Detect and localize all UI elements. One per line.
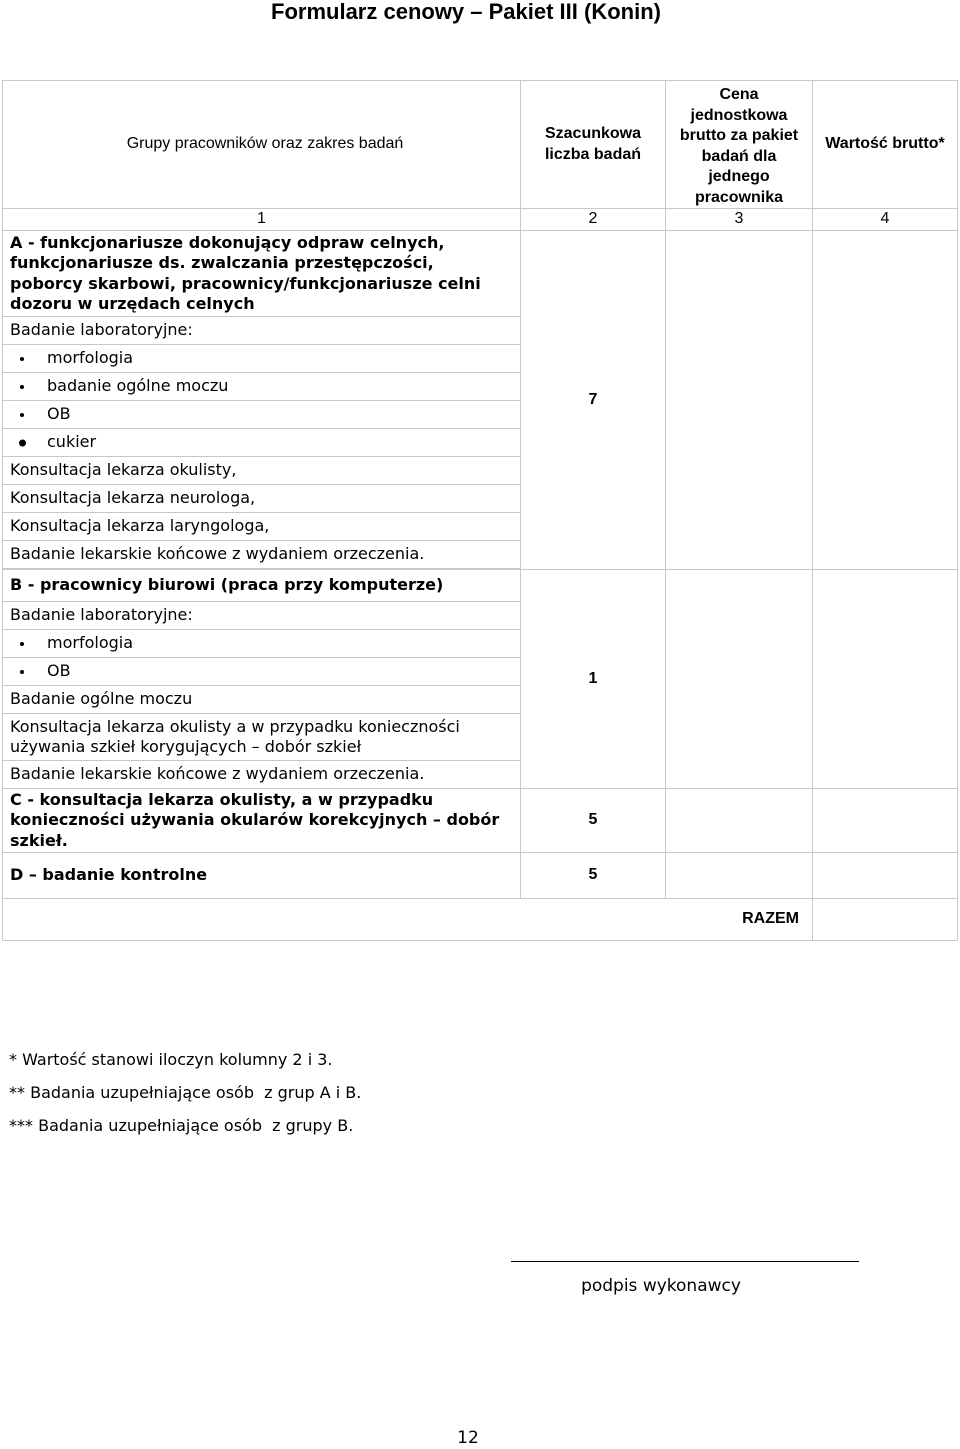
group-d-title: D – badanie kontrolne [3,853,521,899]
group-b-item-ophthalmologist: Konsultacja lekarza okulisty a w przypadku konieczności używania szkieł korygujących – dobór szkieł [3,714,521,761]
group-a-value-cell[interactable] [813,231,958,570]
group-a-bullet-sugar: cukier [47,432,97,452]
group-a-lab-label: Badanie laboratoryjne: [3,317,521,345]
bullet-icon [20,357,24,361]
header-groups: Grupy pracowników oraz zakres badań [3,81,521,209]
group-d-row [3,853,958,899]
group-b-item-urine: Badanie ogólne moczu [3,686,521,714]
group-b-title-row [3,570,958,602]
header-quantity: Szacunkowa liczba badań [521,81,666,209]
group-c-title: C - konsultacja lekarza okulisty, a w przypadku konieczności używania okularów korekcyjnych – dobór szkieł. [3,789,521,853]
header-value: Wartość brutto* [813,81,958,209]
total-row [3,899,958,941]
price-form-table [2,80,958,941]
group-c-row [3,789,958,853]
group-c-price-cell[interactable] [666,789,813,853]
group-a-quantity: 7 [521,231,666,570]
group-a-bullet-morfologia: morfologia [47,348,134,368]
group-d-quantity: 5 [521,853,666,899]
group-a-price-cell[interactable] [666,231,813,570]
signature-line [511,1261,859,1262]
page-number: 12 [457,1428,479,1448]
group-b-price-cell[interactable] [666,570,813,789]
group-c-value-cell[interactable] [813,789,958,853]
group-a-item-final-exam: Badanie lekarskie końcowe z wydaniem orzeczenia. [3,541,521,569]
group-a-item-ophthalmologist: Konsultacja lekarza okulisty, [3,457,521,485]
group-d-value-cell[interactable] [813,853,958,899]
bullet-icon [20,670,24,674]
bullet-icon [20,413,24,417]
group-b-bullet-morfologia: morfologia [47,633,134,653]
group-b-value-cell[interactable] [813,570,958,789]
group-b-item-final-exam: Badanie lekarskie końcowe z wydaniem orzeczenia. [3,761,521,789]
group-b-quantity: 1 [521,570,666,789]
group-a-bullet-urine: badanie ogólne moczu [47,376,229,396]
total-label: RAZEM [3,899,813,941]
footnotes [9,1043,361,1142]
footnote-2: ** Badania uzupełniające osób z grup A i B. [9,1083,362,1102]
group-a-item-laryngologist: Konsultacja lekarza laryngologa, [3,513,521,541]
signature-label: podpis wykonawcy [581,1276,741,1296]
header-unit-price: Cena jednostkowa brutto za pakiet badań dla jednego pracownika [666,81,813,209]
group-a-item-neurologist: Konsultacja lekarza neurologa, [3,485,521,513]
group-b-title: B - pracownicy biurowi (praca przy komputerze) [3,570,521,602]
total-value-cell[interactable] [813,899,958,941]
group-a-bullet-ob: OB [47,404,71,424]
group-b-lab-label: Badanie laboratoryjne: [3,602,521,630]
footnote-3: *** Badania uzupełniające osób z grupy B. [9,1116,354,1135]
group-b-bullet-ob: OB [47,661,71,681]
group-c-quantity: 5 [521,789,666,853]
bullet-icon [19,439,26,446]
page-title: Formularz cenowy – Pakiet III (Konin) [271,0,661,24]
group-d-price-cell[interactable] [666,853,813,899]
col-number-3: 3 [666,209,813,231]
col-number-2: 2 [521,209,666,231]
group-a-title-row [3,231,958,317]
col-number-4: 4 [813,209,958,231]
col-number-1: 1 [3,209,521,231]
column-numbers-row [3,209,958,231]
footnote-1: * Wartość stanowi iloczyn kolumny 2 i 3. [9,1050,333,1069]
group-a-title: A - funkcjonariusze dokonujący odpraw celnych, funkcjonariusze ds. zwalczania przestępczości, poborcy skarbowi, pracownicy/funkcjonariusze celni dozoru w urzędach celnych [3,231,521,317]
header-row [3,81,958,209]
bullet-icon [20,642,24,646]
bullet-icon [20,385,24,389]
